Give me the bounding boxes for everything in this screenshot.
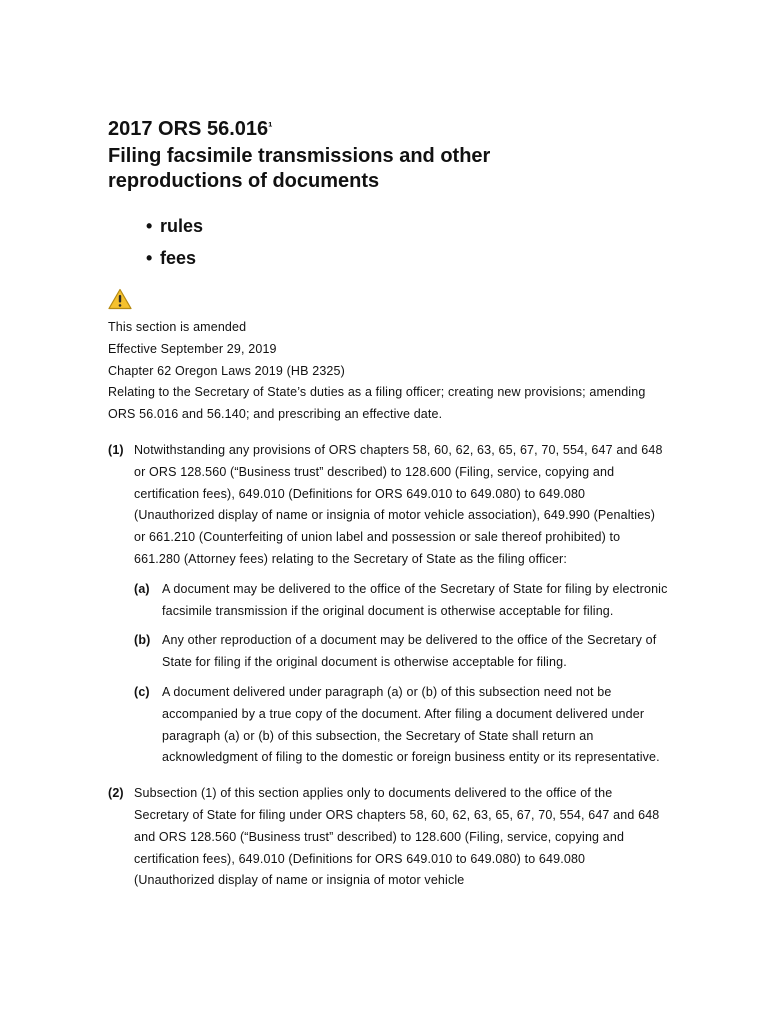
amendment-notice (108, 317, 668, 426)
statute-title (108, 116, 668, 142)
amendment-summary: Relating to the Secretary of State’s duties as a filing officer; creating new provisions; amending ORS 56.016 and 56.140; and prescribing an effective date. (108, 385, 646, 422)
document-page (108, 116, 668, 892)
tag-item (146, 210, 668, 242)
footnote-marker: ¹ (268, 119, 273, 134)
subsection-text: Notwithstanding any provisions of ORS chapters 58, 60, 62, 63, 65, 67, 70, 554, 647 and 648 or ORS 128.560 (“Business trust” described) to 128.600 (Filing, service, copying and certification fees), 649.010 (Definitions for ORS 649.010 to 649.080) to 649.080 (Unauthorized display of name or insignia of motor vehicle association), 649.990 (Penalties) or 661.210 (Counterfeiting of union label and possession or sale thereof prohibited) to 661.280 (Attorney fees) relating to the Secretary of State as the filing officer: (134, 442, 663, 566)
warning-icon (108, 288, 132, 310)
subsection-2 (108, 783, 668, 892)
paragraph-b (134, 630, 668, 674)
paragraph-c (134, 682, 668, 769)
paragraph-letter: (a) (134, 581, 150, 596)
paragraph-a (134, 579, 668, 623)
tag-label: rules (160, 216, 204, 236)
paragraph-list (134, 579, 668, 769)
subsection-number: (2) (108, 786, 124, 801)
statute-number: 2017 ORS 56.016 (108, 118, 269, 140)
paragraph-text: A document delivered under paragraph (a) or (b) of this subsection need not be accompanied by a true copy of the document. After filing a document delivered under paragraph (a) or (b) of this subsection, the Secretary of State shall return an acknowledgment of filing to the domestic or foreign business entity or its representative. (162, 684, 660, 765)
statute-subtitle: Filing facsimile transmissions and other reproductions of documents (108, 145, 491, 192)
paragraph-letter: (b) (134, 633, 151, 648)
tag-list (146, 210, 668, 274)
amendment-line: Chapter 62 Oregon Laws 2019 (HB 2325) (108, 363, 345, 378)
subsection-number: (1) (108, 442, 124, 457)
paragraph-text: A document may be delivered to the office of the Secretary of State for filing by electronic facsimile transmission if the original document is otherwise acceptable for filing. (162, 581, 668, 618)
tag-label: fees (160, 248, 197, 268)
tag-bullet: • (146, 216, 153, 236)
paragraph-text: Any other reproduction of a document may be delivered to the office of the Secretary of State for filing if the original document is otherwise acceptable for filing. (162, 633, 657, 670)
subsection-1 (108, 440, 668, 769)
subsection-text: Subsection (1) of this section applies only to documents delivered to the office of the Secretary of State for filing under ORS chapters 58, 60, 62, 63, 65, 67, 70, 554, 647 and 648 and ORS 128.560 (“Business trust” described) to 128.600 (Filing, service, copying and certification fees), 649.010 (Definitions for ORS 649.010 to 649.080) to 649.080 (Unauthorized display of name or insignia of motor vehicle (134, 786, 660, 888)
amendment-line: Effective September 29, 2019 (108, 341, 277, 356)
paragraph-letter: (c) (134, 684, 150, 699)
tag-bullet: • (146, 248, 153, 268)
amendment-line: This section is amended (108, 320, 247, 334)
tag-item (146, 242, 668, 274)
